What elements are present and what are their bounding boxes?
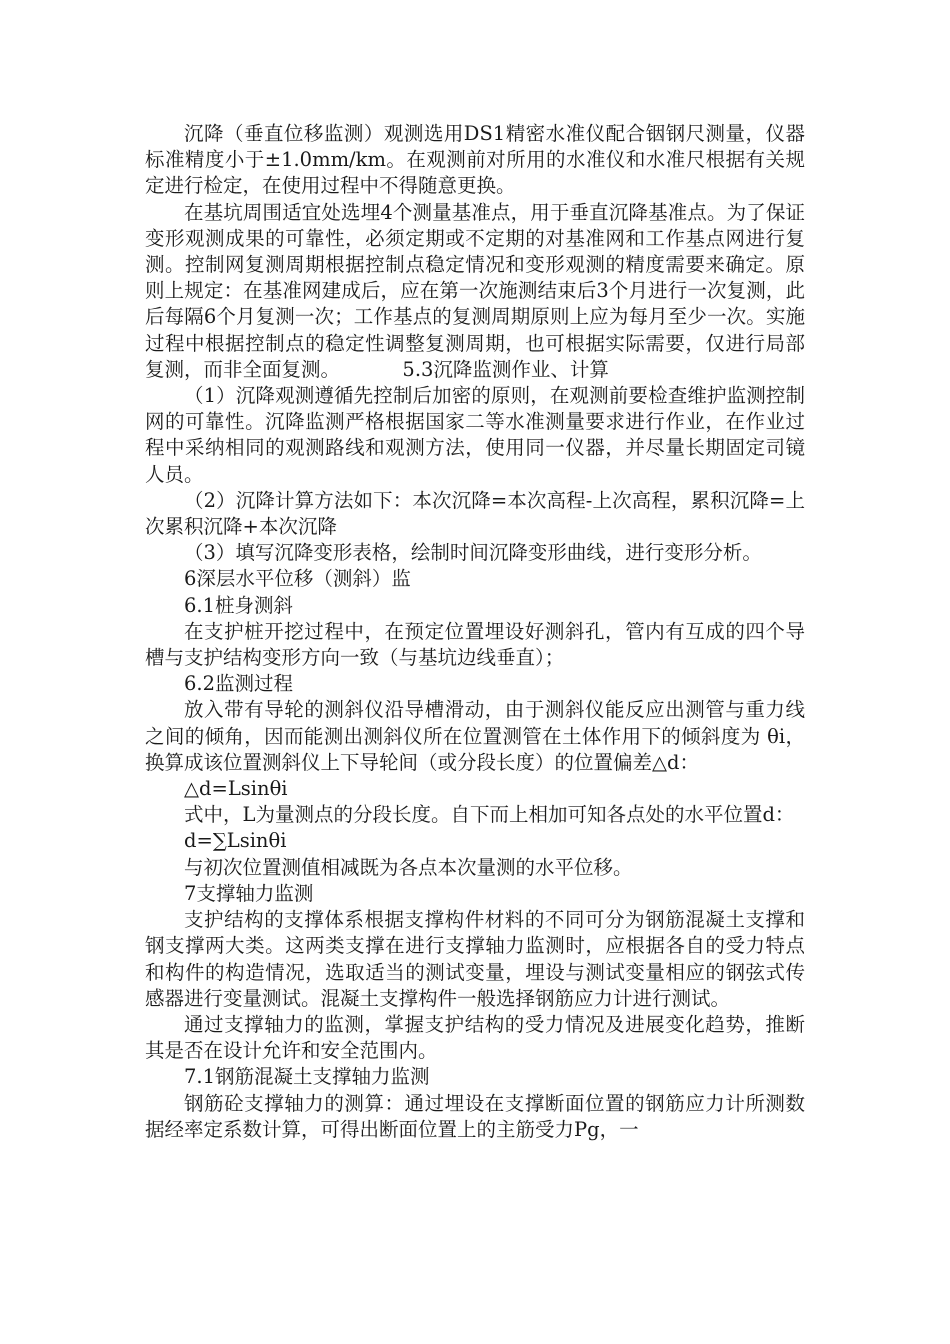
paragraph-horizontal-displacement: 与初次位置测值相减既为各点本次量测的水平位移。	[184, 855, 633, 879]
heading-5-3: 5.3沉降监测作业、计算	[402, 357, 609, 381]
heading-7: 7支撑轴力监测	[184, 881, 314, 905]
paragraph-settlement-instrument: 沉降（垂直位移监测）观测选用DS1精密水准仪配合铟钢尺测量，仪器标准精度小于±1.0mm/km。在观测前对所用的水准仪和水准尺根据有关规定进行检定，在使用过程中不得随意更换。	[145, 122, 805, 198]
paragraph-benchmark-text: 在基坑周围适宜处选埋4个测量基准点，用于垂直沉降基准点。为了保证变形观测成果的可靠性，必须定期或不定期的对基准网和工作基点网进行复测。控制网复测周期根据控制点稳定情况和变形观测的精度需要来确定。原则上规定：在基准网建成后，应在第一次施测结束后3个月进行一次复测，此后每隔6个月复测一次；工作基点的复测周期原则上应为每月至少一次。实施过程中根据控制点的稳定性调整复测周期，也可根据实际需要，仅进行局部复测，而非全面复测。	[145, 200, 805, 381]
paragraph-support-system: 支护结构的支撑体系根据支撑构件材料的不同可分为钢筋混凝土支撑和钢支撑两大类。这两类支撑在进行支撑轴力监测时，应根据各自的受力特点和构件的构造情况，选取适当的测试变量，埋设与测试变量相应的钢弦式传感器进行变量测试。混凝土支撑构件一般选择钢筋应力计进行测试。	[145, 908, 805, 1010]
formula-delta-d: △d=Lsinθi	[184, 777, 288, 801]
heading-7-1: 7.1钢筋混凝土支撑轴力监测	[184, 1065, 430, 1089]
heading-6-1: 6.1桩身测斜	[184, 593, 294, 617]
paragraph-inclinometer-process: 放入带有导轮的测斜仪沿导槽滑动，由于测斜仪能反应出测管与重力线之间的倾角，因而能测出测斜仪所在位置测管在土体作用下的倾斜度为 θi，换算成该位置测斜仪上下导轮间（或分段长度）的位置偏差△d：	[145, 698, 805, 774]
paragraph-axial-force-purpose: 通过支撑轴力的监测，掌握支护结构的受力情况及进展变化趋势，推断其是否在设计允许和安全范围内。	[145, 1012, 805, 1063]
paragraph-concrete-support: 钢筋砼支撑轴力的测算：通过埋设在支撑断面位置的钢筋应力计所测数据经率定系数计算，可得出断面位置上的主筋受力Pg，一	[145, 1091, 805, 1141]
paragraph-inclinometer-hole: 在支护桩开挖过程中，在预定位置埋设好测斜孔，管内有互成的四个导槽与支护结构变形方向一致（与基坑边线垂直）；	[145, 619, 805, 670]
paragraph-settlement-table: （3）填写沉降变形表格，绘制时间沉降变形曲线，进行变形分析。	[184, 541, 762, 565]
formula-d-sum: d=∑Lsinθi	[184, 829, 287, 853]
paragraph-settlement-observation: （1）沉降观测遵循先控制后加密的原则，在观测前要检查维护监测控制网的可靠性。沉降监测严格根据国家二等水准测量要求进行作业，在作业过程中采纳相同的观测路线和观测方法，使用同一仪器，并尽量长期固定司镜人员。	[145, 384, 805, 486]
heading-6-2: 6.2监测过程	[184, 672, 294, 696]
document-page	[145, 121, 805, 1143]
heading-6: 6深层水平位移（测斜）监	[184, 567, 411, 591]
paragraph-segment-length: 式中，L为量测点的分段长度。自下而上相加可知各点处的水平位置d：	[184, 803, 795, 827]
paragraph-settlement-calculation: （2）沉降计算方法如下：本次沉降=本次高程-上次高程，累积沉降=上次累积沉降+本次沉降	[145, 488, 805, 539]
paragraph-benchmark-points	[145, 200, 805, 383]
